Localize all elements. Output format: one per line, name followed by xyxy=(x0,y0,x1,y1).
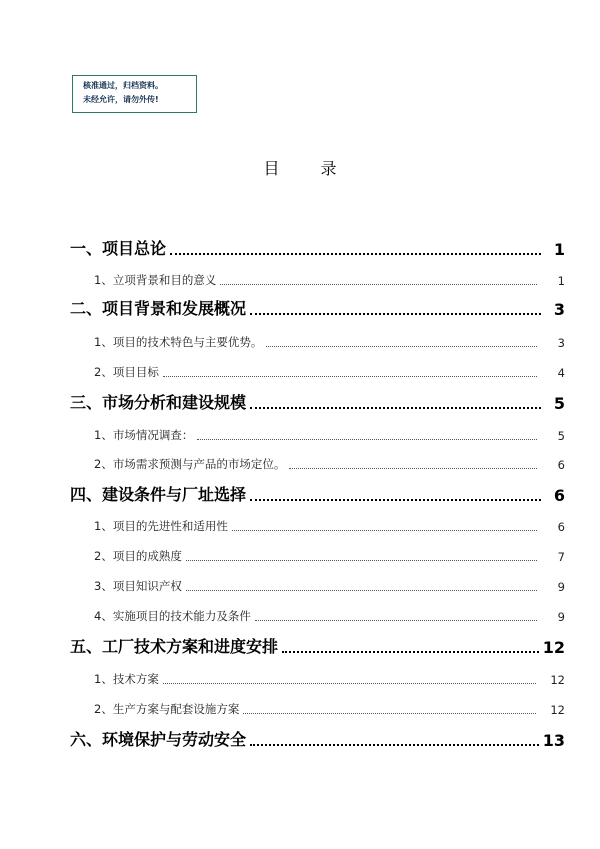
toc-entry[interactable] xyxy=(70,236,565,259)
page-title: 目 录 xyxy=(263,159,355,178)
toc-leader-dots xyxy=(186,590,537,591)
toc-entry[interactable] xyxy=(94,334,565,350)
toc-entry-label: 1、立项背景和目的意义 xyxy=(94,273,217,287)
toc-leader-dots xyxy=(243,713,536,714)
toc-entry-label: 二、项目背景和发展概况 xyxy=(70,299,247,318)
toc-entry-page: 13 xyxy=(542,731,565,750)
toc-entry-label: 1、项目的先进性和适用性 xyxy=(94,519,228,533)
toc-leader-dots xyxy=(197,439,537,440)
toc-entry-label: 四、建设条件与厂址选择 xyxy=(70,485,247,504)
toc-leader-dots xyxy=(289,468,537,469)
toc-entry-page: 6 xyxy=(553,486,565,505)
toc-leader-dots xyxy=(282,651,539,653)
toc-entry[interactable] xyxy=(94,671,565,687)
toc-leader-dots xyxy=(255,620,537,621)
stamp-line-1: 核准通过，归档资料。 xyxy=(83,81,163,90)
toc-entry-label: 1、市场情况调查： xyxy=(94,428,194,442)
toc-leader-dots xyxy=(232,530,537,531)
toc-entry-label: 五、工厂技术方案和进度安排 xyxy=(70,637,279,656)
toc-entry-label: 4、实施项目的技术能力及条件 xyxy=(94,609,251,623)
toc-entry[interactable] xyxy=(70,482,565,505)
toc-entry-label: 2、生产方案与配套设施方案 xyxy=(94,702,240,716)
toc-entry[interactable] xyxy=(94,701,565,717)
toc-leader-dots xyxy=(163,376,537,377)
toc-entry-page: 5 xyxy=(553,394,565,413)
toc-leader-dots xyxy=(163,683,537,684)
toc-entry-page: 9 xyxy=(557,580,565,594)
toc-leader-dots xyxy=(186,560,537,561)
stamp-line-2: 未经允许，请勿外传! xyxy=(83,95,159,104)
toc-entry-page: 7 xyxy=(557,550,565,564)
toc-entry[interactable] xyxy=(94,518,565,534)
toc-entry-label: 六、环境保护与劳动安全 xyxy=(70,730,247,749)
toc-entry[interactable] xyxy=(70,727,565,750)
toc-entry[interactable] xyxy=(94,456,565,472)
toc-entry-page: 1 xyxy=(557,274,565,288)
toc-entry-page: 6 xyxy=(557,458,565,472)
toc-entry-label: 三、市场分析和建设规模 xyxy=(70,393,247,412)
toc-entry-label: 2、市场需求预测与产品的市场定位。 xyxy=(94,457,286,471)
toc-entry-page: 9 xyxy=(557,610,565,624)
toc-entry-label: 1、项目的技术特色与主要优势。 xyxy=(94,335,263,349)
toc-leader-dots xyxy=(266,346,537,347)
toc-entry-page: 1 xyxy=(553,240,565,259)
toc-entry[interactable] xyxy=(94,578,565,594)
toc-entry-page: 3 xyxy=(557,336,565,350)
toc-entry-page: 6 xyxy=(557,520,565,534)
toc-entry-page: 12 xyxy=(550,703,565,717)
toc-entry-label: 2、项目的成熟度 xyxy=(94,549,182,563)
toc-entry[interactable] xyxy=(70,390,565,413)
toc-entry-page: 12 xyxy=(542,638,565,657)
toc-entry-page: 5 xyxy=(557,429,565,443)
toc-leader-dots xyxy=(250,407,541,409)
toc-entry[interactable] xyxy=(70,296,565,319)
toc-entry[interactable] xyxy=(94,427,565,443)
toc-leader-dots xyxy=(170,253,541,255)
toc-entry-label: 2、项目目标 xyxy=(94,365,159,379)
toc-entry[interactable] xyxy=(70,634,565,657)
toc-entry-label: 一、项目总论 xyxy=(70,239,167,258)
toc-leader-dots xyxy=(250,744,539,746)
toc-leader-dots xyxy=(250,499,541,501)
toc-entry[interactable] xyxy=(94,608,565,624)
toc-entry[interactable] xyxy=(94,364,565,380)
toc-entry[interactable] xyxy=(94,272,565,288)
toc-entry-label: 3、项目知识产权 xyxy=(94,579,182,593)
toc-leader-dots xyxy=(250,313,541,315)
toc-entry-page: 12 xyxy=(550,673,565,687)
toc-entry-label: 1、技术方案 xyxy=(94,672,159,686)
approval-stamp xyxy=(72,75,197,113)
toc-entry-page: 3 xyxy=(553,300,565,319)
toc-entry[interactable] xyxy=(94,548,565,564)
toc-leader-dots xyxy=(220,284,537,285)
toc-entry-page: 4 xyxy=(557,366,565,380)
